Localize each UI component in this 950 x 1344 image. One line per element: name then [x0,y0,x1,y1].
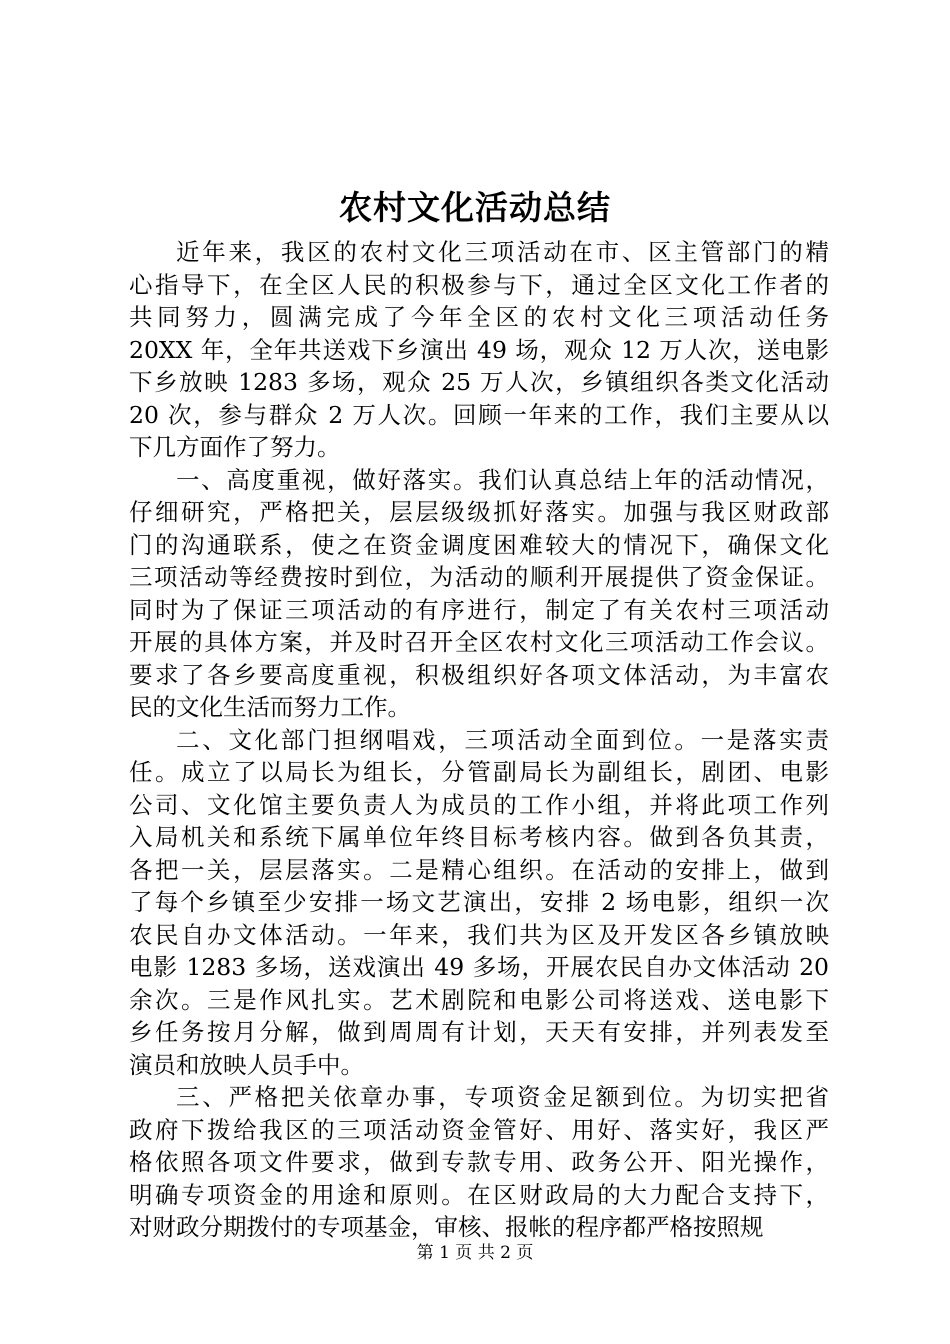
paragraph-line: 余次。三是作风扎实。艺术剧院和电影公司将送戏、送电影下 [129,985,829,1014]
paragraph-line: 三、严格把关依章办事，专项资金足额到位。为切实把省 [176,1083,829,1111]
paragraph-line: 了每个乡镇至少安排一场文艺演出，安排 2 场电影，组织一次 [129,888,829,916]
paragraph-line: 任。成立了以局长为组长，分管副局长为副组长，剧团、电影 [129,758,829,786]
paragraph-line: 乡任务按月分解，做到周周有计划，天天有安排，并列表发至 [129,1018,829,1046]
paragraph-line: 各把一关，层层落实。二是精心组织。在活动的安排上，做到 [129,855,829,884]
paragraph-line: 二、文化部门担纲唱戏，三项活动全面到位。一是落实责 [176,725,829,754]
paragraph-line: 心指导下，在全区人民的积极参与下，通过全区文化工作者的 [129,270,829,299]
paragraph-line: 格依照各项文件要求，做到专款专用、政务公开、阳光操作， [129,1148,829,1176]
paragraph-line: 要求了各乡要高度重视，积极组织好各项文体活动，为丰富农 [129,660,829,689]
paragraph-line: 20XX 年，全年共送戏下乡演出 49 场，观众 12 万人次，送电影 [129,335,829,364]
paragraph-line: 明确专项资金的用途和原则。在区财政局的大力配合支持下， [129,1180,829,1209]
paragraph [129,464,829,724]
paragraph [129,236,829,464]
paragraph-line: 政府下拨给我区的三项活动资金管好、用好、落实好，我区严 [129,1115,829,1144]
paragraph-line: 同时为了保证三项活动的有序进行，制定了有关农村三项活动 [129,595,829,624]
document-body [129,236,829,1244]
paragraph-line: 电影 1283 多场，送戏演出 49 多场，开展农民自办文体活动 20 [129,953,829,981]
paragraph-line: 农民自办文体活动。一年来，我们共为区及开发区各乡镇放映 [129,920,829,949]
paragraph-line: 下乡放映 1283 多场，观众 25 万人次，乡镇组织各类文化活动 [129,368,829,396]
paragraph-line: 近年来，我区的农村文化三项活动在市、区主管部门的精 [176,238,829,266]
paragraph-line: 对财政分期拨付的专项基金，审核、报帐的程序都严格按照规 [129,1213,764,1241]
paragraph-line: 共同努力，圆满完成了今年全区的农村文化三项活动任务 [129,303,829,331]
paragraph-line: 仔细研究，严格把关，层层级级抓好落实。加强与我区财政部 [129,498,829,526]
paragraph-line: 民的文化生活而努力工作。 [129,693,411,721]
paragraph-line: 公司、文化馆主要负责人为成员的工作小组，并将此项工作列 [129,790,829,819]
paragraph-line: 下几方面作了努力。 [129,433,341,461]
paragraph-line: 20 次，参与群众 2 万人次。回顾一年来的工作，我们主要从以 [129,400,829,429]
paragraph-line: 开展的具体方案，并及时召开全区农村文化三项活动工作会议。 [129,628,829,656]
paragraph-line: 入局机关和系统下属单位年终目标考核内容。做到各负其责， [129,823,829,851]
document-title: 农村文化活动总结 [339,188,611,227]
paragraph [129,724,829,1082]
paragraph-line: 门的沟通联系，使之在资金调度困难较大的情况下，确保文化 [129,530,829,559]
paragraph-line: 一、高度重视，做好落实。我们认真总结上年的活动情况， [176,465,829,494]
paragraph [129,1081,829,1244]
paragraph-line: 演员和放映人员手中。 [129,1050,364,1079]
paragraph-line: 三项活动等经费按时到位，为活动的顺利开展提供了资金保证。 [129,563,829,591]
page-footer: 第 1 页 共 2 页 [416,1243,534,1263]
